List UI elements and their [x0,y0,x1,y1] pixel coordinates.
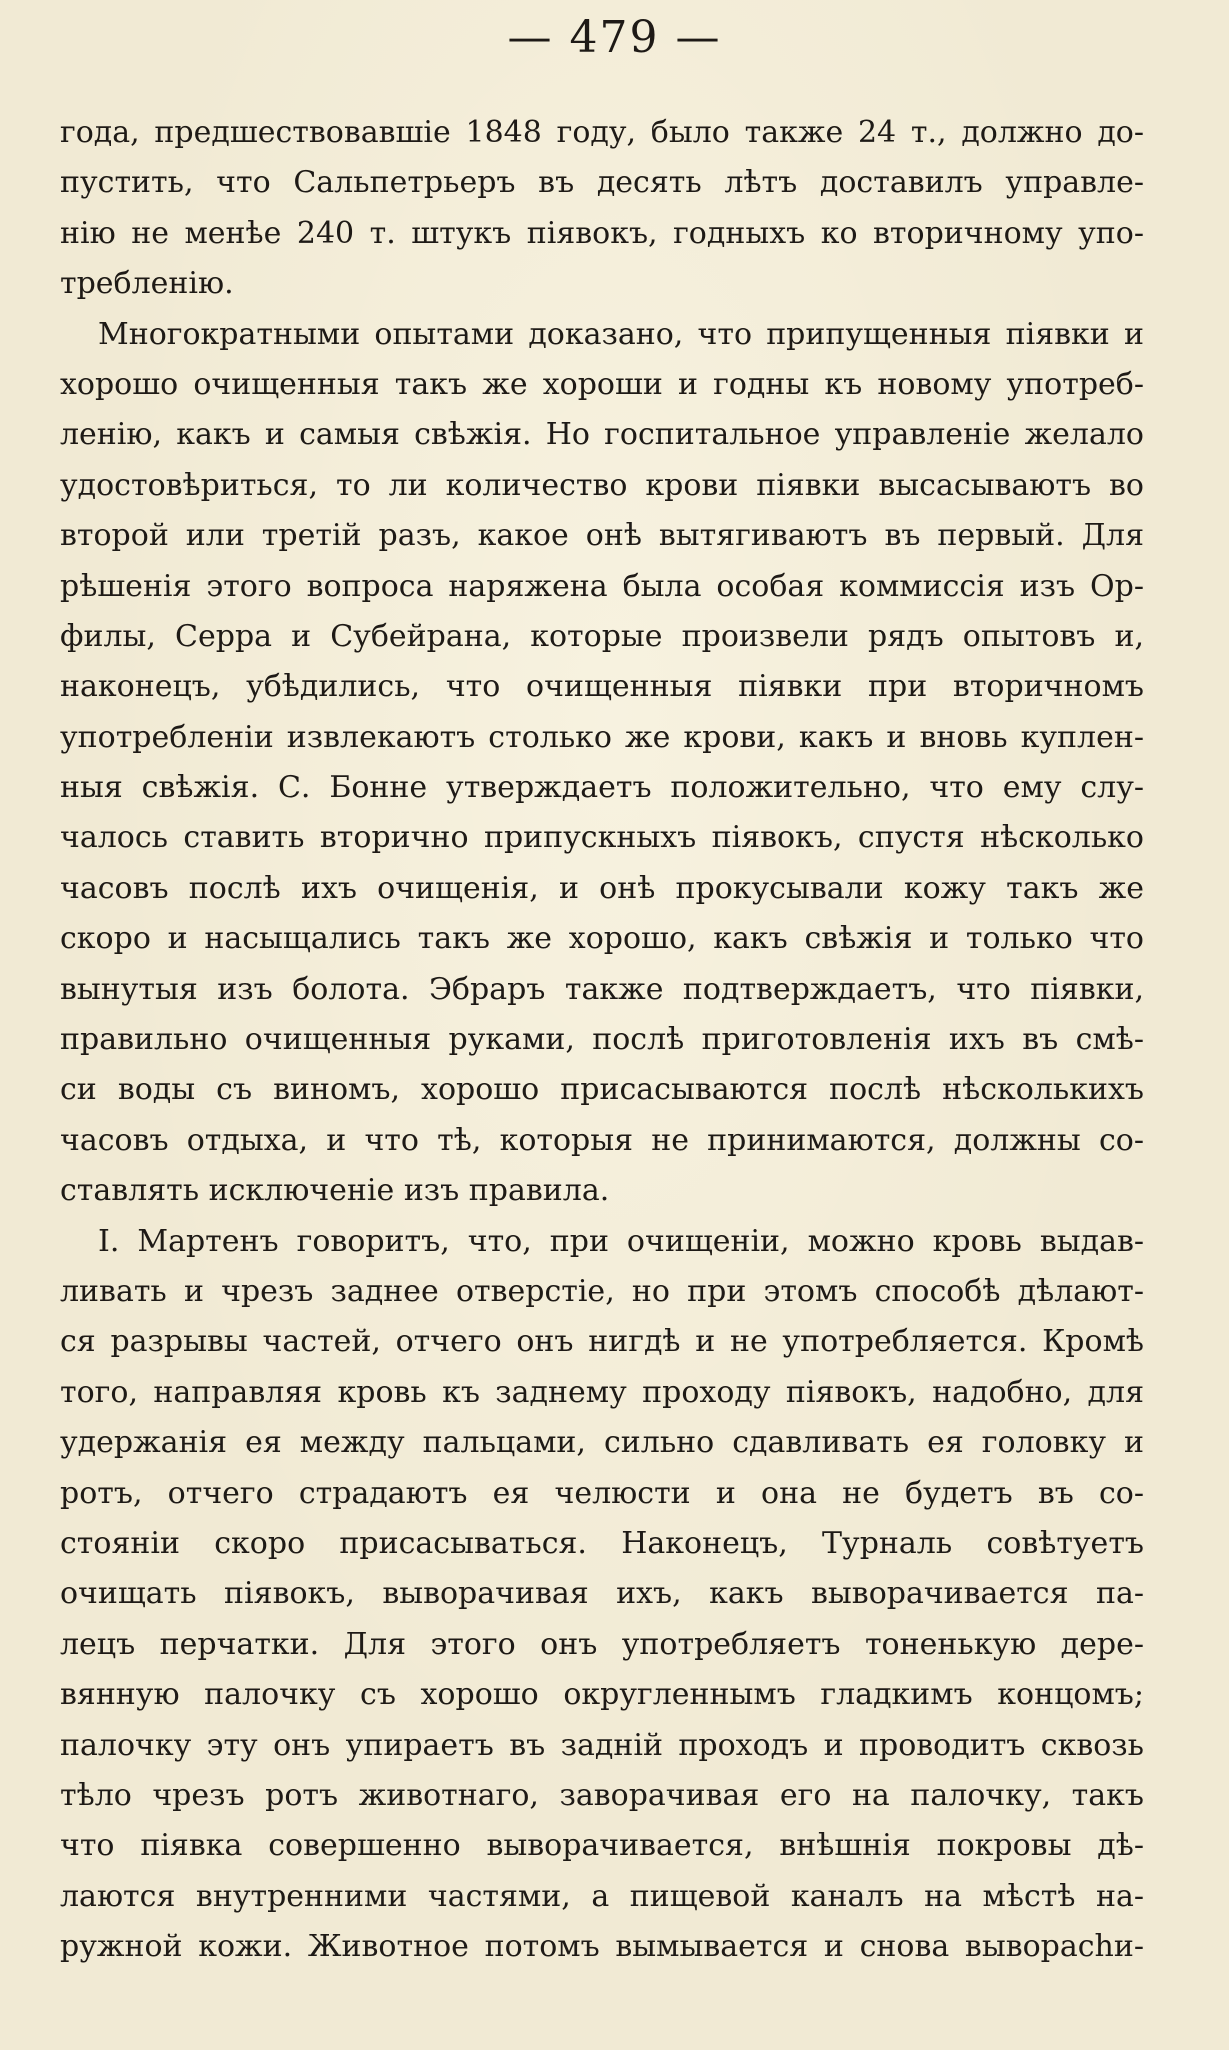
text-line: ружной кожи. Животное потомъ вымывается и снова вывораchи- [60,1929,1144,1965]
text-line: второй или третій разъ, какое онѣ вытягиваютъ въ первый. Для [60,518,1144,554]
text-line: наконецъ, убѣдились, что очищенныя піявки при вторичномъ [60,669,1144,705]
text-line: очищать піявокъ, выворачивая ихъ, какъ выворачивается па- [60,1576,1144,1612]
text-line: удостовѣриться, то ли количество крови піявки высасываютъ во [60,467,1144,503]
text-line: палочку эту онъ упираетъ въ задній проходъ и проводитъ сквозь [60,1727,1144,1763]
text-line: си воды съ виномъ, хорошо присасываются послѣ нѣсколькихъ [60,1072,1144,1108]
text-line: того, направляя кровь къ заднему проходу піявокъ, надобно, для [60,1374,1144,1410]
text-line: лаются внутренними частями, а пищевой каналъ на мѣстѣ на- [60,1878,1144,1914]
text-line: стояніи скоро присасываться. Наконецъ, Турналь совѣтуетъ [60,1525,1144,1561]
text-line: что піявка совершенно выворачивается, внѣшнія покровы дѣ- [60,1828,1144,1864]
text-line: правильно очищенныя руками, послѣ приготовленія ихъ въ смѣ- [60,1022,1144,1058]
text-line: лецъ перчатки. Для этого онъ употребляетъ тоненькую дере- [60,1626,1144,1662]
text-line: рѣшенія этого вопроса наряжена была особая коммиссія изъ Ор- [60,568,1144,604]
text-line: ныя свѣжія. С. Бонне утверждаетъ положительно, что ему слу- [60,770,1144,806]
page-number: — 479 — [507,12,722,63]
body-text [60,108,1144,1972]
text-line: ставлять исключеніе изъ правила. [60,1173,610,1209]
text-line: ленію, какъ и самыя свѣжія. Но госпитальное управленіе желало [60,417,1144,453]
text-line: тѣло чрезъ ротъ животнаго, заворачивая его на палочку, такъ [60,1777,1144,1813]
text-line: часовъ отдыха, и что тѣ, которыя не принимаются, должны со- [60,1122,1144,1158]
text-line: нію не менѣе 240 т. штукъ піявокъ, годныхъ ко вторичному упо- [60,215,1144,251]
text-line: чалось ставить вторично припускныхъ піявокъ, спустя нѣсколько [60,820,1144,856]
text-line: скоро и насыщались такъ же хорошо, какъ свѣжія и только что [60,921,1144,957]
text-line: вянную палочку съ хорошо округленнымъ гладкимъ концомъ; [60,1677,1144,1713]
text-line: требленію. [60,266,234,302]
text-line: филы, Серра и Субейрана, которые произвели рядъ опытовъ и, [60,618,1144,654]
text-line: ливать и чрезъ заднее отверстіе, но при этомъ способѣ дѣлают- [60,1273,1144,1309]
text-line: года, предшествовавшіе 1848 году, было также 24 т., должно до- [60,115,1144,150]
text-line: ся разрывы частей, отчего онъ нигдѣ и не употребляется. Кромѣ [60,1324,1144,1360]
text-line: Многократными опытами доказано, что припущенныя піявки и [98,316,1144,352]
text-line: удержанія ея между пальцами, сильно сдавливать ея головку и [60,1425,1144,1461]
text-line: пустить, что Сальпетрьеръ въ десять лѣтъ доставилъ управле- [60,165,1144,201]
text-line: ротъ, отчего страдаютъ ея челюсти и она не будетъ въ со- [60,1475,1144,1511]
text-line: І. Мартенъ говоритъ, что, при очищеніи, можно кровь выдав- [98,1223,1144,1259]
text-line: употребленіи извлекаютъ столько же крови, какъ и вновь куплен- [60,719,1144,755]
text-line: вынутыя изъ болота. Эбраръ также подтверждаетъ, что піявки, [60,971,1144,1007]
text-line: часовъ послѣ ихъ очищенія, и онѣ прокусывали кожу такъ же [60,870,1144,906]
text-line: хорошо очищенныя такъ же хороши и годны къ новому употреб- [60,366,1144,402]
